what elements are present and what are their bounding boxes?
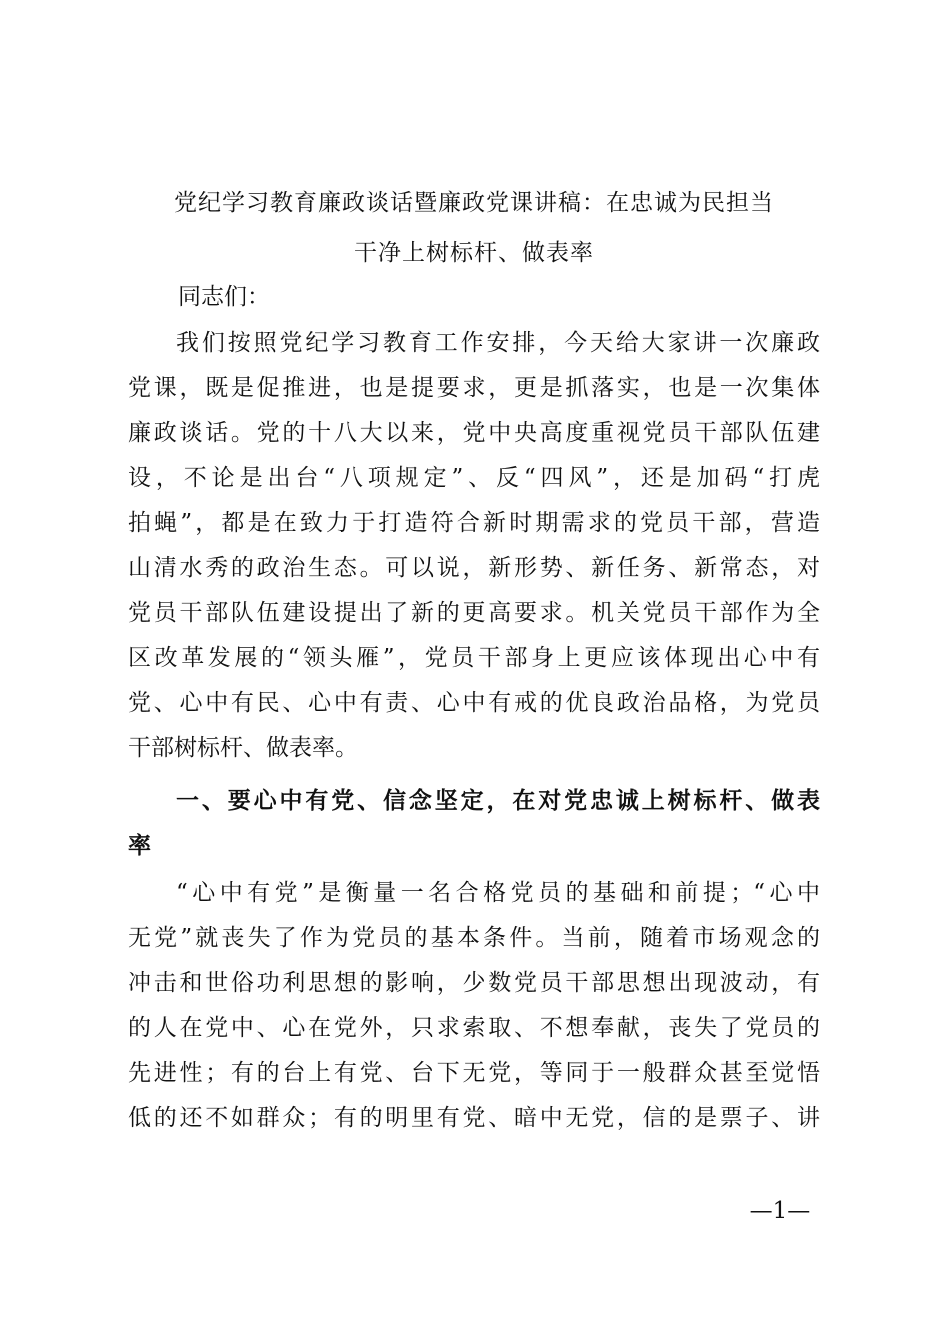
paragraph2-line: 无党”就丧失了作为党员的基本条件。当前，随着市场观念的	[128, 925, 820, 951]
paragraph1-line: 设，不论是出台“八项规定”、反“四风”，还是加码“打虎	[128, 465, 820, 491]
paragraph2-line: 先进性；有的台上有党、台下无党，等同于一般群众甚至觉悟	[128, 1060, 820, 1086]
paragraph2-line: 冲击和世俗功利思想的影响，少数党员干部思想出现波动，有	[128, 970, 820, 996]
paragraph1-line: 党员干部队伍建设提出了新的更高要求。机关党员干部作为全	[128, 600, 820, 626]
paragraph2-line: 的人在党中、心在党外，只求索取、不想奉献，丧失了党员的	[128, 1015, 820, 1041]
paragraph1-line: 区改革发展的“领头雁”，党员干部身上更应该体现出心中有	[128, 645, 820, 671]
paragraph1-line: 我们按照党纪学习教育工作安排，今天给大家讲一次廉政	[176, 330, 820, 356]
title-line-2: 干净上树标杆、做表率	[354, 240, 594, 266]
salutation: 同志们：	[178, 284, 270, 310]
paragraph1-line: 拍蝇”，都是在致力于打造符合新时期需求的党员干部，营造	[128, 510, 820, 536]
paragraph1-line: 党课，既是促推进，也是提要求，更是抓落实，也是一次集体	[128, 375, 820, 401]
paragraph1-line: 山清水秀的政治生态。可以说，新形势、新任务、新常态，对	[128, 555, 820, 581]
section-heading-line: 率	[128, 833, 151, 859]
paragraph2-line: “心中有党”是衡量一名合格党员的基础和前提；“心中	[176, 880, 820, 906]
document-title	[128, 178, 820, 278]
paragraph2-line: 低的还不如群众；有的明里有党、暗中无党，信的是票子、讲	[128, 1105, 820, 1131]
page-number: —1—	[749, 1198, 811, 1224]
section-heading-line: 一、要心中有党、信念坚定，在对党忠诚上树标杆、做表	[176, 788, 820, 814]
paragraph1-line: 干部树标杆、做表率。	[128, 735, 358, 761]
title-line-1: 党纪学习教育廉政谈话暨廉政党课讲稿：在忠诚为民担当	[174, 190, 774, 216]
paragraph1-line: 廉政谈话。党的十八大以来，党中央高度重视党员干部队伍建	[128, 420, 820, 446]
paragraph1-line: 党、心中有民、心中有责、心中有戒的优良政治品格，为党员	[128, 690, 820, 716]
